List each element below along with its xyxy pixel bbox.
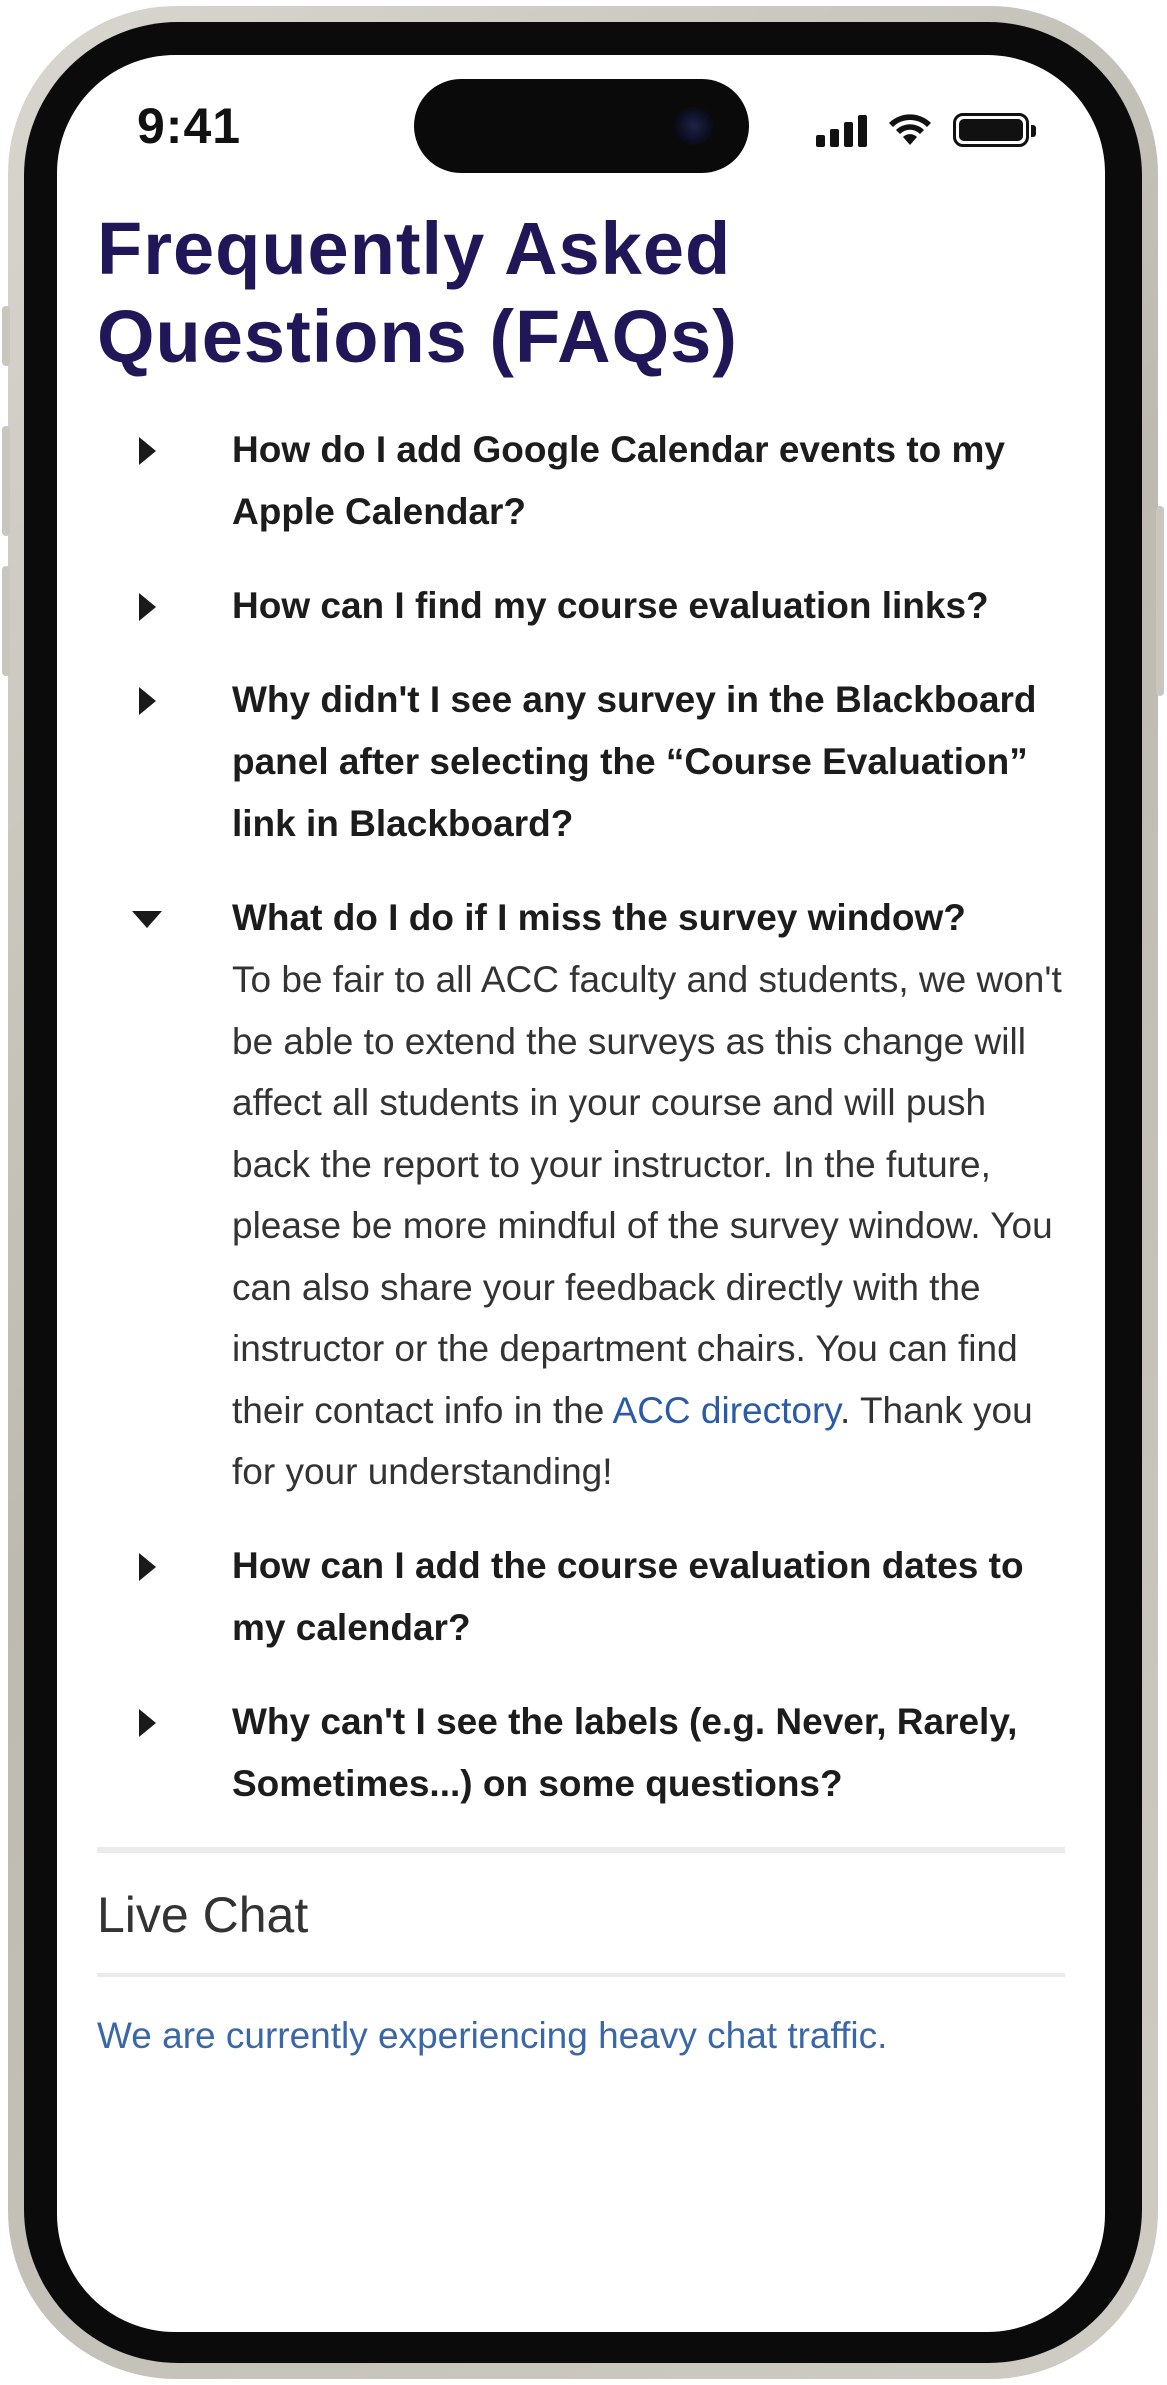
cellular-signal-icon — [816, 115, 867, 147]
faq-item[interactable] — [97, 419, 1065, 543]
caret-right-icon[interactable] — [127, 1547, 167, 1587]
faq-answer-text: To be fair to all ACC faculty and students, we won't be able to extend the surveys as this change will affect all students in your course and will push back the report to your instructor. In the future, please be more mindful of the survey window. You can also share your feedback directly with the instructor or the department chairs. You can find their contact info in the — [232, 959, 1062, 1431]
caret-right-icon[interactable] — [127, 681, 167, 721]
action-button — [2, 306, 10, 366]
battery-icon — [953, 113, 1029, 147]
faq-item[interactable] — [97, 575, 1065, 637]
faq-item[interactable] — [97, 1691, 1065, 1815]
status-bar — [57, 55, 1105, 215]
phone-screen — [57, 55, 1105, 2332]
faq-question[interactable]: How can I add the course evaluation dates to my calendar? — [232, 1544, 1024, 1648]
power-button — [1156, 506, 1164, 696]
chat-traffic-notice: We are currently experiencing heavy chat traffic. — [97, 2014, 888, 2056]
section-divider — [97, 1847, 1065, 1853]
volume-up-button — [2, 426, 10, 536]
faq-list — [97, 419, 1065, 1815]
section-divider — [97, 1973, 1065, 1977]
page-title: Frequently Asked Questions (FAQs) — [97, 207, 738, 378]
status-time: 9:41 — [137, 98, 242, 154]
faq-item[interactable] — [97, 1535, 1065, 1659]
front-camera-icon — [675, 107, 713, 145]
dynamic-island — [414, 79, 749, 173]
faq-question[interactable]: How can I find my course evaluation links? — [232, 585, 989, 626]
volume-down-button — [2, 566, 10, 676]
live-chat-heading: Live Chat — [97, 1886, 309, 1943]
caret-right-icon[interactable] — [127, 587, 167, 627]
caret-right-icon[interactable] — [127, 1703, 167, 1743]
faq-answer — [232, 949, 1065, 1503]
acc-directory-link[interactable]: ACC directory — [612, 1389, 841, 1431]
faq-answer-text-end: . Thank you for your understanding! — [232, 1389, 1033, 1492]
status-icons — [816, 107, 1029, 147]
caret-right-icon[interactable] — [127, 431, 167, 471]
faq-item[interactable] — [97, 669, 1065, 855]
wifi-icon — [887, 113, 933, 147]
faq-question[interactable]: How do I add Google Calendar events to my Apple Calendar? — [232, 429, 1006, 532]
faq-question[interactable]: Why didn't I see any survey in the Blackboard panel after selecting the “Course Evaluation” link in Blackboard? — [232, 679, 1037, 844]
faq-item-expanded[interactable] — [97, 887, 1065, 1503]
page-content — [97, 205, 1065, 2061]
caret-down-icon[interactable] — [127, 899, 167, 939]
faq-question[interactable]: Why can't I see the labels (e.g. Never, Rarely, Sometimes...) on some questions? — [232, 1700, 1018, 1804]
faq-question[interactable]: What do I do if I miss the survey window? — [232, 897, 966, 938]
